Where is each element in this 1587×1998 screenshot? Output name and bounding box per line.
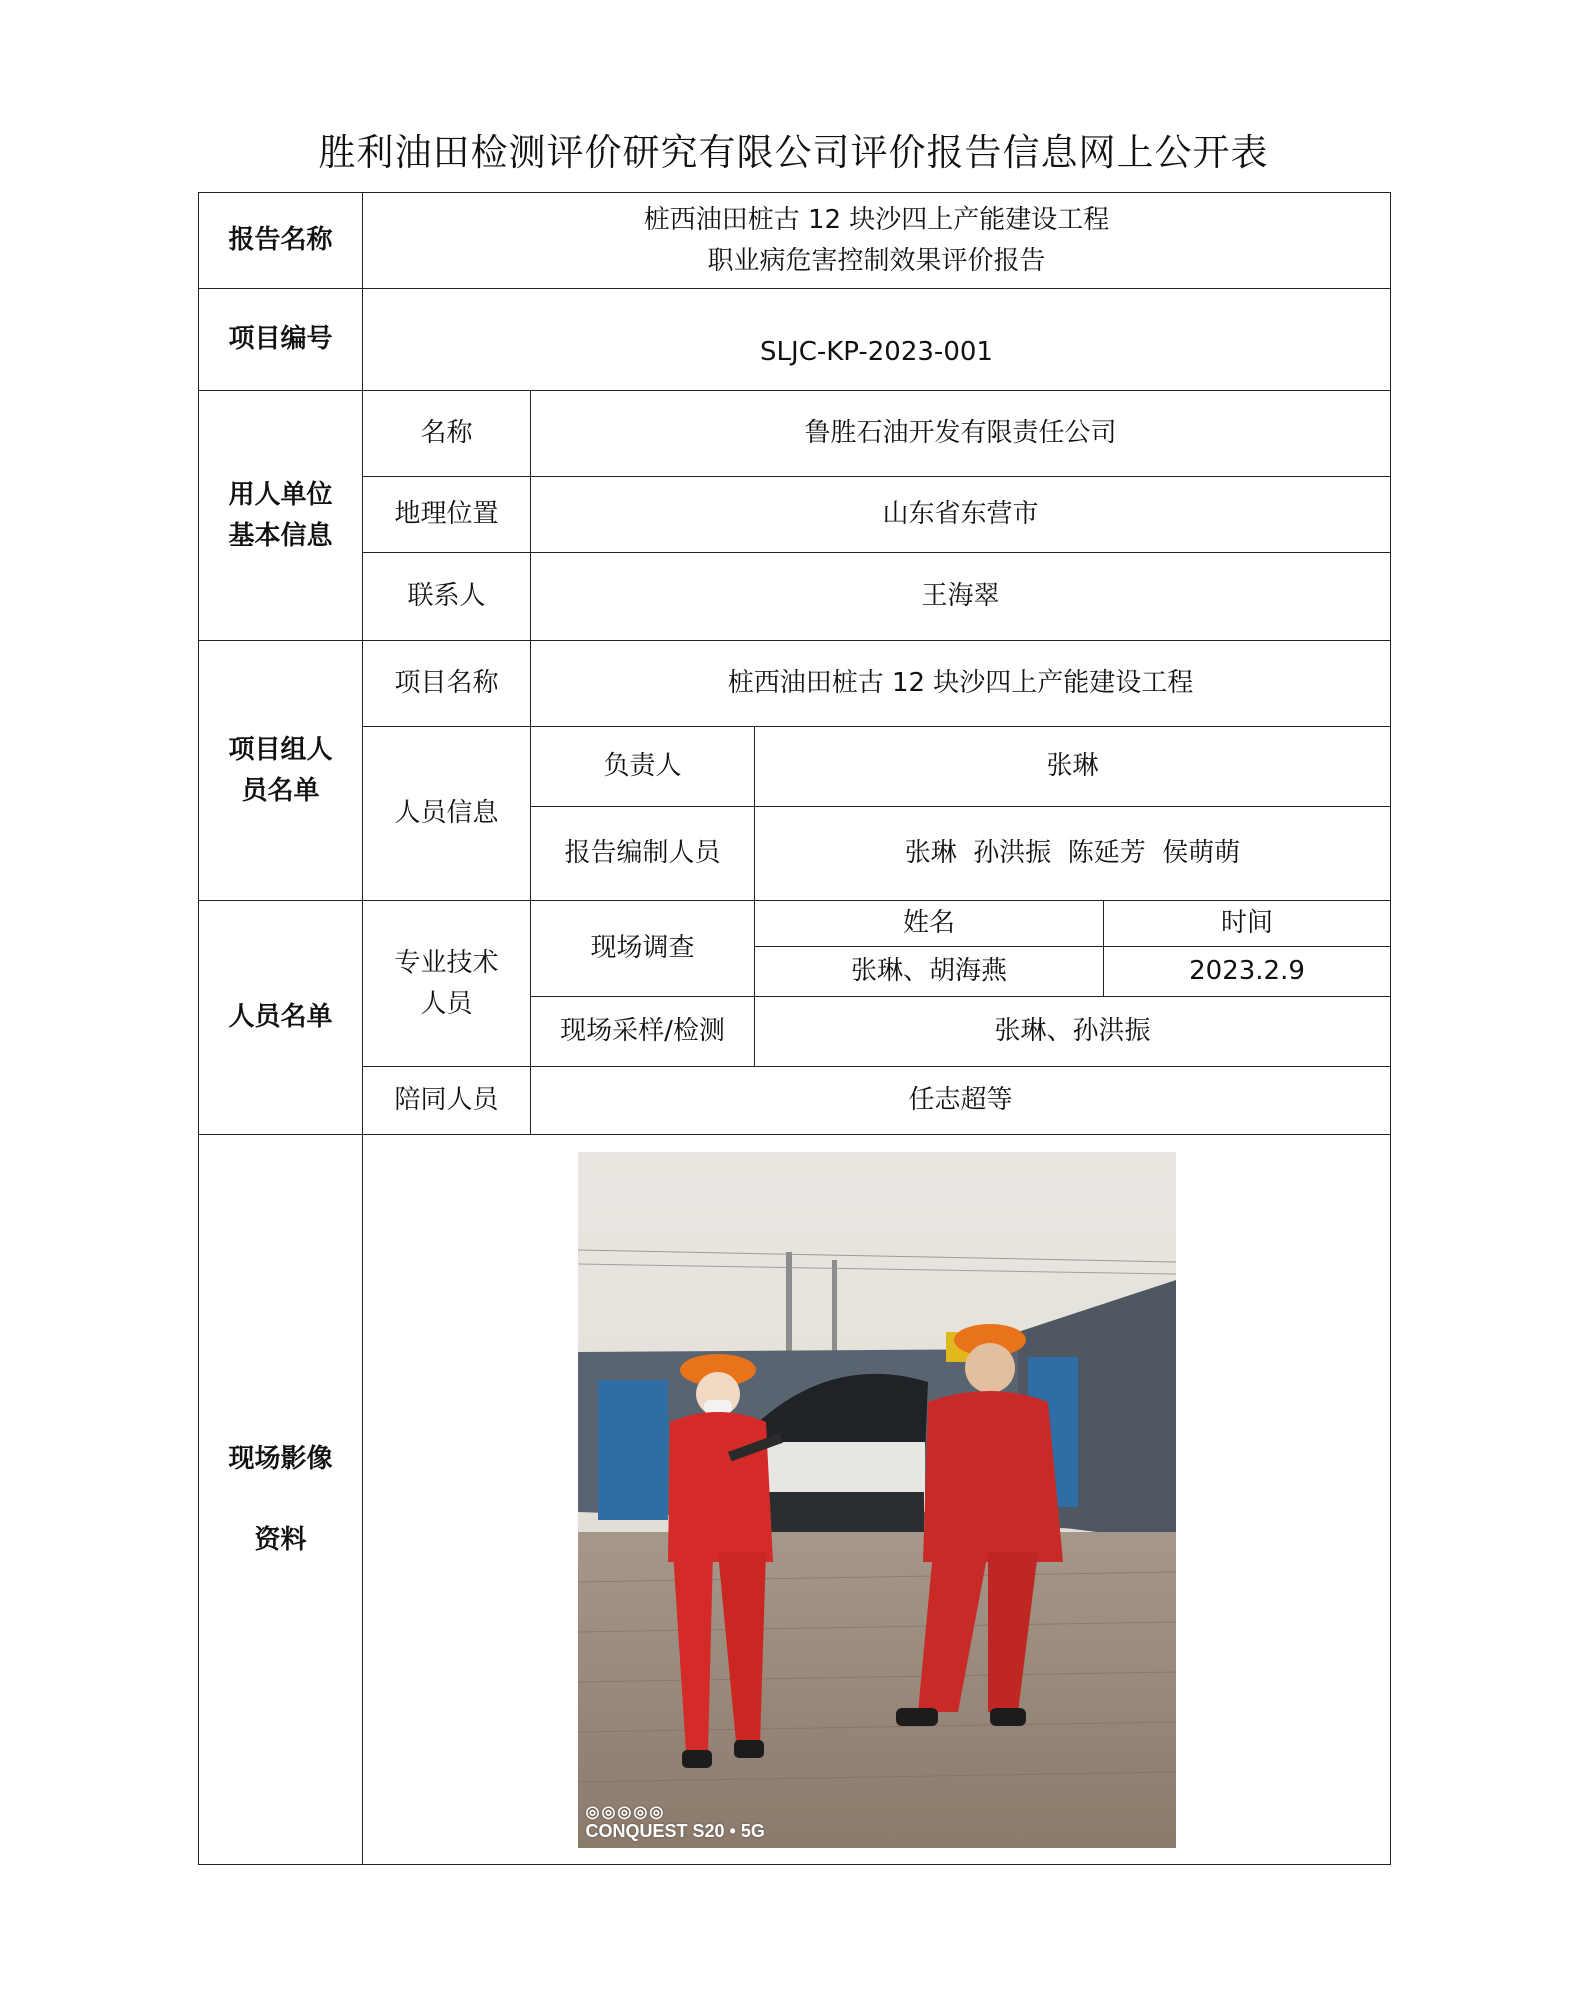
employer-location-value: 山东省东营市 <box>531 477 1391 553</box>
employer-location-row <box>199 477 1391 553</box>
site-images-label-line2: 资料 <box>254 1524 307 1555</box>
site-photo <box>578 1152 1176 1848</box>
site-photo-cell <box>363 1135 1391 1865</box>
report-name-line1: 桩西油田桩古 12 块沙四上产能建设工程 <box>643 205 1110 236</box>
team-project-name-value: 桩西油田桩古 12 块沙四上产能建设工程 <box>531 641 1391 727</box>
staff-name-header: 姓名 <box>755 901 1104 947</box>
team-authors-label: 报告编制人员 <box>531 807 755 901</box>
project-number-value: SLJC-KP-2023-001 <box>363 289 1391 391</box>
team-personnel-label: 人员信息 <box>363 727 531 901</box>
disclosure-table <box>198 192 1391 1865</box>
site-images-label <box>199 1135 363 1865</box>
employer-name-value: 鲁胜石油开发有限责任公司 <box>531 391 1391 477</box>
employer-info-label <box>199 391 363 641</box>
staff-survey-names: 张琳、胡海燕 <box>755 947 1104 997</box>
team-label-line2: 员名单 <box>241 775 320 806</box>
staff-survey-label: 现场调查 <box>531 901 755 997</box>
staff-escort-row <box>199 1067 1391 1135</box>
team-project-name-label: 项目名称 <box>363 641 531 727</box>
staff-label: 人员名单 <box>199 901 363 1135</box>
employer-info-label-line1: 用人单位 <box>228 480 333 511</box>
site-images-row <box>199 1135 1391 1865</box>
document-title: 胜利油田检测评价研究有限公司评价报告信息网上公开表 <box>318 131 1269 174</box>
team-leader-label: 负责人 <box>531 727 755 807</box>
staff-tech-label-line1: 专业技术 <box>394 948 499 979</box>
staff-escort-value: 任志超等 <box>531 1067 1391 1135</box>
staff-survey-date: 2023.2.9 <box>1104 947 1391 997</box>
watermark-rings: ◎◎◎◎◎ <box>585 1804 666 1822</box>
project-number-row <box>199 289 1391 391</box>
staff-time-header: 时间 <box>1104 901 1391 947</box>
employer-name-row <box>199 391 1391 477</box>
employer-name-label: 名称 <box>363 391 531 477</box>
watermark-model: CONQUEST S20 • 5G <box>585 1820 765 1841</box>
staff-escort-label: 陪同人员 <box>363 1067 531 1135</box>
staff-survey-header-row <box>199 901 1391 947</box>
site-images-label-line1: 现场影像 <box>228 1444 333 1475</box>
staff-sampling-label: 现场采样/检测 <box>531 997 755 1067</box>
employer-info-label-line2: 基本信息 <box>228 520 333 551</box>
camera-watermark <box>586 1804 765 1841</box>
report-name-value <box>363 193 1391 289</box>
project-number-label: 项目编号 <box>199 289 363 391</box>
employer-contact-row <box>199 553 1391 641</box>
team-leader-value: 张琳 <box>755 727 1391 807</box>
report-name-line2: 职业病危害控制效果评价报告 <box>707 245 1046 276</box>
employer-contact-label: 联系人 <box>363 553 531 641</box>
team-project-row <box>199 641 1391 727</box>
team-label-line1: 项目组人 <box>228 735 333 766</box>
team-label <box>199 641 363 901</box>
staff-tech-label-line2: 人员 <box>420 988 473 1019</box>
team-authors-value: 张琳 孙洪振 陈延芳 侯萌萌 <box>755 807 1391 901</box>
staff-sampling-value: 张琳、孙洪振 <box>755 997 1391 1067</box>
team-leader-row <box>199 727 1391 807</box>
staff-tech-label <box>363 901 531 1067</box>
report-name-label: 报告名称 <box>199 193 363 289</box>
site-photo-illustration <box>578 1152 1176 1848</box>
report-name-row <box>199 193 1391 289</box>
employer-location-label: 地理位置 <box>363 477 531 553</box>
employer-contact-value: 王海翠 <box>531 553 1391 641</box>
